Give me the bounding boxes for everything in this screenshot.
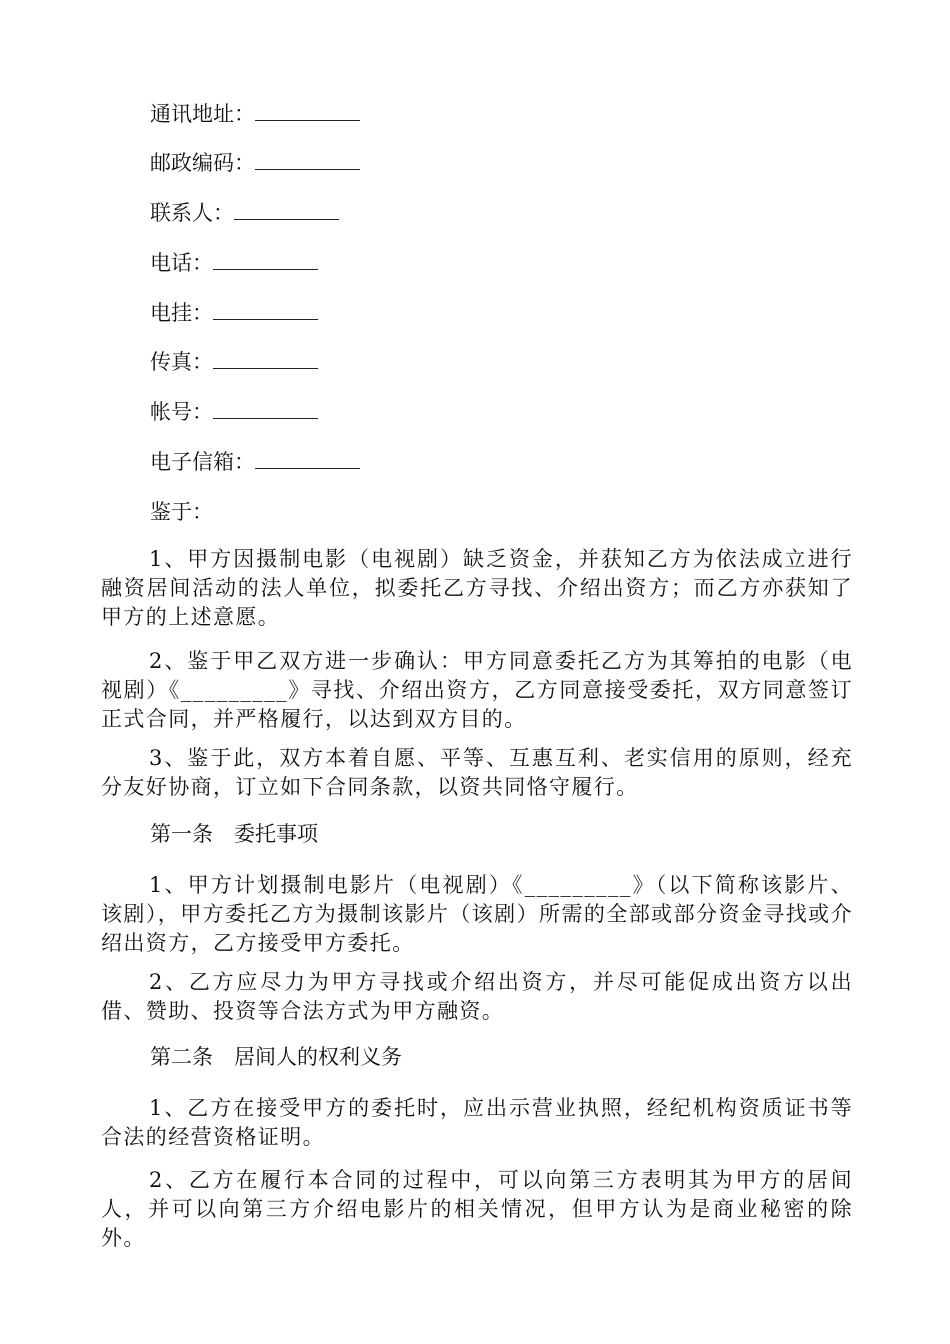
phone-field (150, 249, 318, 277)
article-2-heading: 第二条 居间人的权利义务 (150, 1045, 402, 1069)
account-field (150, 398, 318, 426)
fax-label: 传真： (150, 350, 213, 374)
article-2-clause-1: 1、乙方在接受甲方的委托时，应出示营业执照，经纪机构资质证书等合法的经营资格证明。 (101, 1096, 853, 1149)
phone-blank (213, 249, 318, 270)
whereas-paragraph-1: 1、甲方因摄制电影（电视剧）缺乏资金，并获知乙方为依法成立进行融资居间活动的法人单位，拟委托乙方寻找、介绍出资方；而乙方亦获知了甲方的上述意愿。 (101, 547, 853, 629)
whereas-paragraph-3: 3、鉴于此，双方本着自愿、平等、互惠互利、老实信用的原则，经充分友好协商，订立如下合同条款，以资共同恪守履行。 (101, 746, 853, 799)
address-field (150, 100, 360, 128)
article-2-clause-2: 2、乙方在履行本合同的过程中，可以向第三方表明其为甲方的居间人，并可以向第三方介绍电影片的相关情况，但甲方认为是商业秘密的除外。 (101, 1168, 853, 1250)
whereas-heading: 鉴于： (150, 500, 213, 524)
article-1-clause-1: 1、甲方计划摄制电影片（电视剧）《_________》（以下简称该影片、该剧），甲方委托乙方为摄制该影片（该剧）所需的全部或部分资金寻找或介绍出资方，乙方接受甲方委托。 (101, 873, 853, 955)
contact-label: 联系人： (150, 201, 234, 225)
postcode-field (150, 149, 360, 177)
article-1-clause-2: 2、乙方应尽力为甲方寻找或介绍出资方，并尽可能促成出资方以出借、赞助、投资等合法方式为甲方融资。 (101, 970, 853, 1023)
contact-field (150, 199, 339, 227)
address-blank (255, 100, 360, 121)
telegram-blank (213, 299, 318, 320)
email-label: 电子信箱： (150, 450, 255, 474)
account-blank (213, 398, 318, 419)
account-label: 帐号： (150, 400, 213, 424)
postcode-blank (255, 149, 360, 170)
email-field (150, 448, 360, 476)
contact-blank (234, 199, 339, 220)
phone-label: 电话： (150, 251, 213, 275)
fax-field (150, 348, 318, 376)
whereas-paragraph-2: 2、鉴于甲乙双方进一步确认：甲方同意委托乙方为其筹拍的电影（电视剧）《_________》寻找、介绍出资方，乙方同意接受委托，双方同意签订正式合同，并严格履行，以达到双方目的。 (101, 649, 853, 731)
postcode-label: 邮政编码： (150, 151, 255, 175)
telegram-label: 电挂： (150, 301, 213, 325)
telegram-field (150, 299, 318, 327)
email-blank (255, 448, 360, 469)
article-1-heading: 第一条 委托事项 (150, 822, 318, 846)
address-label: 通讯地址： (150, 102, 255, 126)
fax-blank (213, 348, 318, 369)
